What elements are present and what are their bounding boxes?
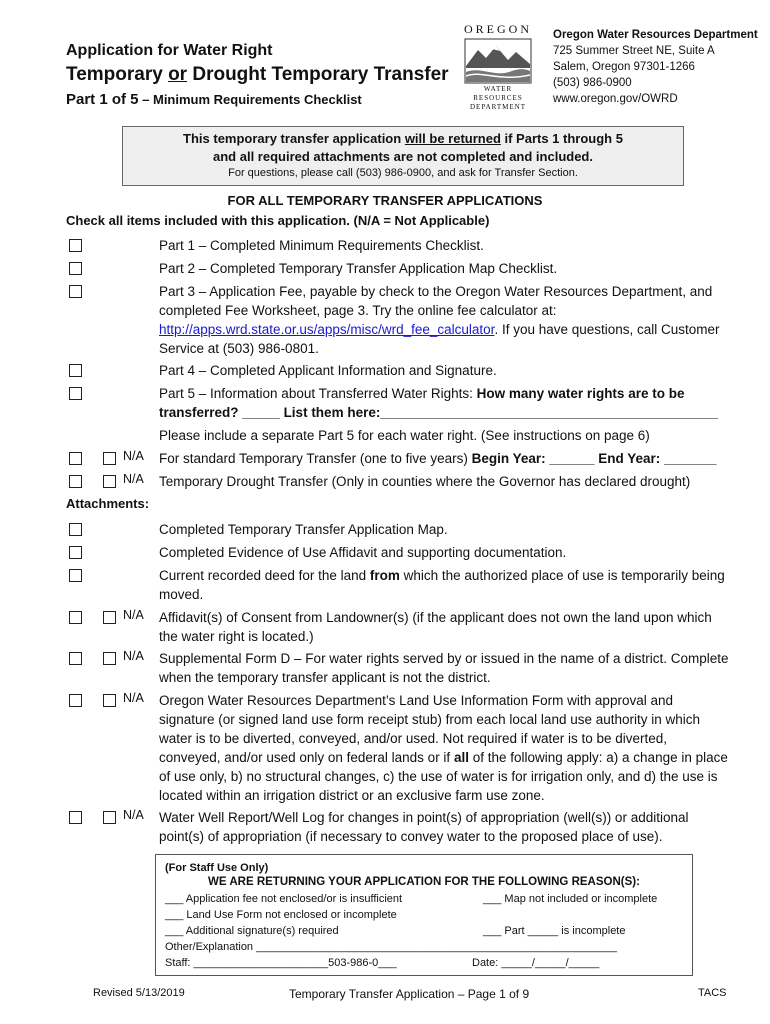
part3-text-b: . If you have questions, call Customer Service at (503) 986-0801. bbox=[159, 322, 720, 356]
notice-line1-underlined: will be returned bbox=[404, 131, 501, 146]
mountain-river-icon bbox=[464, 38, 532, 84]
checkbox-standard-na[interactable] bbox=[103, 452, 116, 465]
attachment-evidence-text: Completed Evidence of Use Affidavit and supporting documentation. bbox=[159, 545, 567, 560]
item-part2-text: Part 2 – Completed Temporary Transfer Application Map Checklist. bbox=[159, 261, 558, 276]
checkbox-landuse[interactable] bbox=[69, 694, 82, 707]
checkbox-deed[interactable] bbox=[69, 569, 82, 582]
part-number: Part 1 of 5 bbox=[66, 91, 139, 108]
na-label: N/A bbox=[123, 691, 144, 705]
checkbox-landuse-na[interactable] bbox=[103, 694, 116, 707]
staff-use-label: (For Staff Use Only) bbox=[165, 862, 269, 874]
footer-code: TACS bbox=[698, 987, 727, 999]
return-notice-box bbox=[122, 126, 684, 186]
part5-text-a: Part 5 – Information about Transferred Water Rights: bbox=[159, 386, 477, 401]
na-label: N/A bbox=[123, 808, 144, 822]
checkbox-part1[interactable] bbox=[69, 239, 82, 252]
landuse-all: all bbox=[453, 750, 469, 765]
deed-from: from bbox=[369, 568, 400, 583]
date-field[interactable]: Date: _____/_____/_____ bbox=[472, 957, 600, 969]
logo-line2: DEPARTMENT bbox=[470, 103, 526, 111]
form-title-line1: Application for Water Right bbox=[66, 42, 273, 59]
other-explanation-field[interactable]: Other/Explanation ___________________________________________________________ bbox=[165, 941, 618, 953]
title-drought: Drought Temporary Transfer bbox=[187, 64, 449, 85]
checkbox-consent-na[interactable] bbox=[103, 611, 116, 624]
standard-years: Begin Year: ______ End Year: _______ bbox=[471, 451, 717, 466]
attachments-heading: Attachments: bbox=[66, 496, 150, 511]
checkbox-part4[interactable] bbox=[69, 364, 82, 377]
logo-word: OREGON bbox=[464, 22, 532, 36]
reason-map[interactable]: ___ Map not included or incomplete bbox=[483, 893, 658, 905]
agency-city: Salem, Oregon 97301-1266 bbox=[553, 61, 695, 73]
notice-line1-pre: This temporary transfer application bbox=[183, 131, 405, 146]
reason-signature[interactable]: ___ Additional signature(s) required bbox=[165, 925, 339, 937]
item-part4-text: Part 4 – Completed Applicant Information and Signature. bbox=[159, 363, 497, 378]
deed-text-c: which the authorized place of use is temporarily being moved. bbox=[159, 568, 725, 602]
notice-line1 bbox=[123, 131, 683, 146]
reason-part-incomplete[interactable]: ___ Part _____ is incomplete bbox=[483, 925, 626, 937]
footer-revised: Revised 5/13/2019 bbox=[93, 987, 185, 999]
standard-text-a: For standard Temporary Transfer (one to five years) bbox=[159, 451, 472, 466]
checkbox-standard[interactable] bbox=[69, 452, 82, 465]
footer-page: Temporary Transfer Application – Page 1 of 9 bbox=[289, 987, 530, 1001]
landuse-text-c: of the following apply: a) a change in place of use only, b) no structural changes, c) the use of water is for irrigation only, and d) the use is located within an irrigation district or an exclusive farm use zone. bbox=[159, 750, 728, 803]
checkbox-formd-na[interactable] bbox=[103, 652, 116, 665]
staff-use-box bbox=[155, 854, 693, 976]
oregon-wrd-logo bbox=[458, 22, 538, 111]
agency-address bbox=[553, 27, 758, 107]
attachment-landuse-text bbox=[159, 691, 729, 805]
checkbox-map[interactable] bbox=[69, 523, 82, 536]
title-temporary: Temporary bbox=[66, 64, 169, 85]
notice-line1-post: if Parts 1 through 5 bbox=[500, 131, 623, 146]
section-heading: FOR ALL TEMPORARY TRANSFER APPLICATIONS bbox=[227, 193, 543, 208]
part3-text-a: Part 3 – Application Fee, payable by check to the Oregon Water Resources Department, and completed Fee Worksheet, page 3. Try the online fee calculator at: bbox=[159, 284, 713, 318]
title-or: or bbox=[168, 64, 188, 85]
deed-text-a: Current recorded deed for the land bbox=[159, 568, 370, 583]
attachment-formd-text: Supplemental Form D – For water rights served by or issued in the name of a district. Complete when the temporary transfer applicant is not the district. bbox=[159, 651, 729, 685]
checkbox-part3[interactable] bbox=[69, 285, 82, 298]
item-part3-text bbox=[159, 282, 729, 358]
attachment-well-text: Water Well Report/Well Log for changes in point(s) of appropriation (well(s)) or additional point(s) of appropriation (if necessary to convey water to the proposed place of use). bbox=[159, 810, 689, 844]
attachment-map-text: Completed Temporary Transfer Application Map. bbox=[159, 522, 448, 537]
checkbox-part2[interactable] bbox=[69, 262, 82, 275]
notice-line2: and all required attachments are not completed and included. bbox=[213, 149, 593, 164]
item-part1-text: Part 1 – Completed Minimum Requirements Checklist. bbox=[159, 238, 484, 253]
item-part5-text bbox=[159, 384, 729, 422]
checkbox-part5[interactable] bbox=[69, 387, 82, 400]
notice-line3: For questions, please call (503) 986-0900, and ask for Transfer Section. bbox=[228, 167, 578, 179]
checkbox-well-na[interactable] bbox=[103, 811, 116, 824]
attachment-deed-text bbox=[159, 566, 729, 604]
na-label: N/A bbox=[123, 608, 144, 622]
form-title-line3 bbox=[66, 91, 362, 108]
check-all-instruction: Check all items included with this application. (N/A = Not Applicable) bbox=[66, 213, 490, 228]
logo-line1: WATER RESOURCES bbox=[473, 85, 523, 102]
part5-count-and-list: How many water rights are to be transferred? _____ List them here:_____________________________________________ bbox=[159, 386, 719, 420]
agency-website: www.oregon.gov/OWRD bbox=[553, 93, 678, 105]
part5-note: Please include a separate Part 5 for each water right. (See instructions on page 6) bbox=[159, 428, 650, 443]
na-label: N/A bbox=[123, 449, 144, 463]
checkbox-evidence[interactable] bbox=[69, 546, 82, 559]
checkbox-drought[interactable] bbox=[69, 475, 82, 488]
checkbox-drought-na[interactable] bbox=[103, 475, 116, 488]
staff-field[interactable]: Staff: ______________________503-986-0___ bbox=[165, 957, 397, 969]
na-label: N/A bbox=[123, 649, 144, 663]
agency-street: 725 Summer Street NE, Suite A bbox=[553, 45, 715, 57]
checkbox-formd[interactable] bbox=[69, 652, 82, 665]
landuse-text-a: Oregon Water Resources Department’s Land Use Information Form with approval and signature (or signed land use form receipt stub) from each local land use authority in which water is to be diverted, conveyed, and/or used. Not required if water is to be diverted, conveyed, and/or used only on federal lands or if bbox=[159, 693, 701, 765]
attachment-consent-text: Affidavit(s) of Consent from Landowner(s) (if the applicant does not own the land upon which the water right is located.) bbox=[159, 610, 712, 644]
part-subtitle: – Minimum Requirements Checklist bbox=[138, 92, 362, 107]
item-drought-text: Temporary Drought Transfer (Only in counties where the Governor has declared drought) bbox=[159, 474, 691, 489]
staff-return-heading: WE ARE RETURNING YOUR APPLICATION FOR THE FOLLOWING REASON(S): bbox=[208, 876, 640, 888]
reason-landuse[interactable]: ___ Land Use Form not enclosed or incomplete bbox=[165, 909, 397, 921]
item-standard-text bbox=[159, 449, 729, 468]
na-label: N/A bbox=[123, 472, 144, 486]
form-title-line2 bbox=[66, 64, 449, 86]
reason-fee[interactable]: ___ Application fee not enclosed/or is insufficient bbox=[165, 893, 403, 905]
agency-phone: (503) 986-0900 bbox=[553, 77, 632, 89]
agency-name: Oregon Water Resources Department bbox=[553, 29, 758, 41]
checkbox-consent[interactable] bbox=[69, 611, 82, 624]
fee-calculator-link[interactable]: http://apps.wrd.state.or.us/apps/misc/wrd_fee_calculator bbox=[159, 322, 495, 337]
checkbox-well[interactable] bbox=[69, 811, 82, 824]
